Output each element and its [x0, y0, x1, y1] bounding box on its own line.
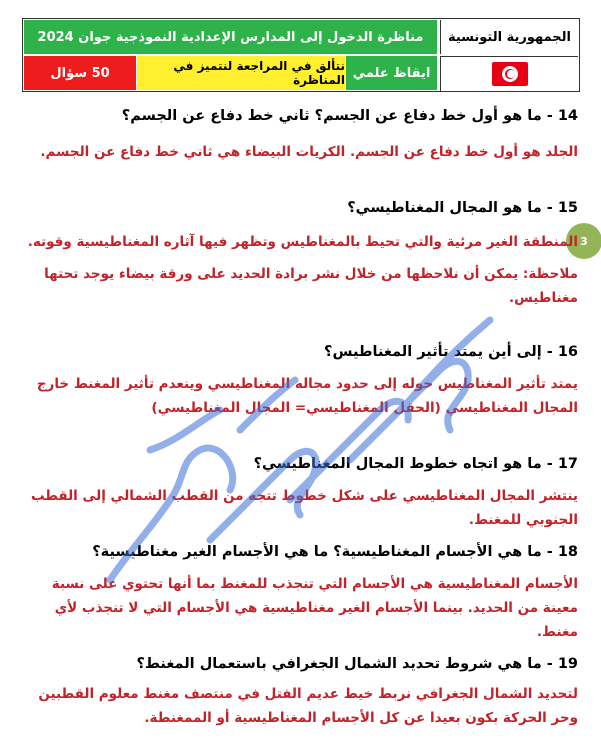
flag-cell [440, 56, 578, 91]
slogan: نتألق في المراجعة لنتميز في المناظرة [137, 56, 345, 90]
question: 19 - ما هي شروط تحديد الشمال الجغرافي باستعمال المغنط؟ [136, 656, 578, 672]
qa-item-19 [22, 652, 578, 730]
qa-item-14 [22, 104, 578, 164]
answer: الأجسام المغناطيسية هي الأجسام التي تنجذب للمغنط بما أنها تحتوي على نسبة معينة من الحديد. بينما الأجسام الغير مغناطيسية هي الأجسام التي لا تنجذب لأي مغنط. [51, 576, 578, 640]
header-table [22, 18, 580, 92]
qa-item-16 [22, 340, 578, 420]
qa-item-18 [22, 540, 578, 644]
answer: المنطقة الغير مرئية والتي تحيط بالمغناطيس وتظهر فيها آثاره المغناطيسية وقوته. [27, 234, 578, 250]
answer: الجلد هو أول خط دفاع عن الجسم. الكريات البيضاء هي ثاني خط دفاع عن الجسم. [40, 144, 578, 160]
subject-label: ايقاظ علمي [346, 56, 437, 90]
question: 15 - ما هو المجال المغناطيسي؟ [347, 200, 578, 216]
answer: يمتد تأثير المغناطيس حوله إلى حدود مجاله المغناطيسي وينعدم تأثير المغنط خارج المجال المغناطيسي (الحقل المغناطيسي= المجال المغناطيسي) [36, 376, 578, 416]
qa-item-15 [22, 196, 578, 310]
question: 18 - ما هي الأجسام المغناطيسية؟ ما هي الأجسام الغير مغناطيسية؟ [92, 544, 578, 560]
header-info-row [24, 56, 437, 90]
question: 14 - ما هو أول خط دفاع عن الجسم؟ ثاني خط دفاع عن الجسم؟ [121, 108, 578, 124]
answer: لتحديد الشمال الجغرافي نربط خيط عديم الفتل في منتصف مغنط معلوم القطبين وحر الحركة بكون بعيدا عن كل الأجسام المغناطيسية أو الممغنطة. [38, 686, 578, 726]
question-count: 50 سؤال [24, 56, 136, 90]
question: 16 - إلى أين يمتد تأثير المغناطيس؟ [324, 344, 578, 360]
note: ملاحظة: يمكن أن نلاحظها من خلال نشر برادة الحديد على ورقة بيضاء يوجد تحتها مغناطيس. [44, 266, 578, 306]
qa-item-17 [22, 452, 578, 532]
tunisia-flag-icon [492, 62, 528, 86]
question: 17 - ما هو اتجاه خطوط المجال المغناطيسي؟ [253, 456, 578, 472]
exam-title: مناظرة الدخول إلى المدارس الإعدادية النموذجية جوان 2024 [24, 20, 437, 54]
answer: ينتشر المجال المغناطيسي على شكل خطوط تتجه من القطب الشمالي إلى القطب الجنوبي للمغنط. [30, 488, 578, 528]
republic-label: الجمهورية التونسية [440, 20, 578, 54]
page-number-badge: 3 [566, 223, 601, 259]
